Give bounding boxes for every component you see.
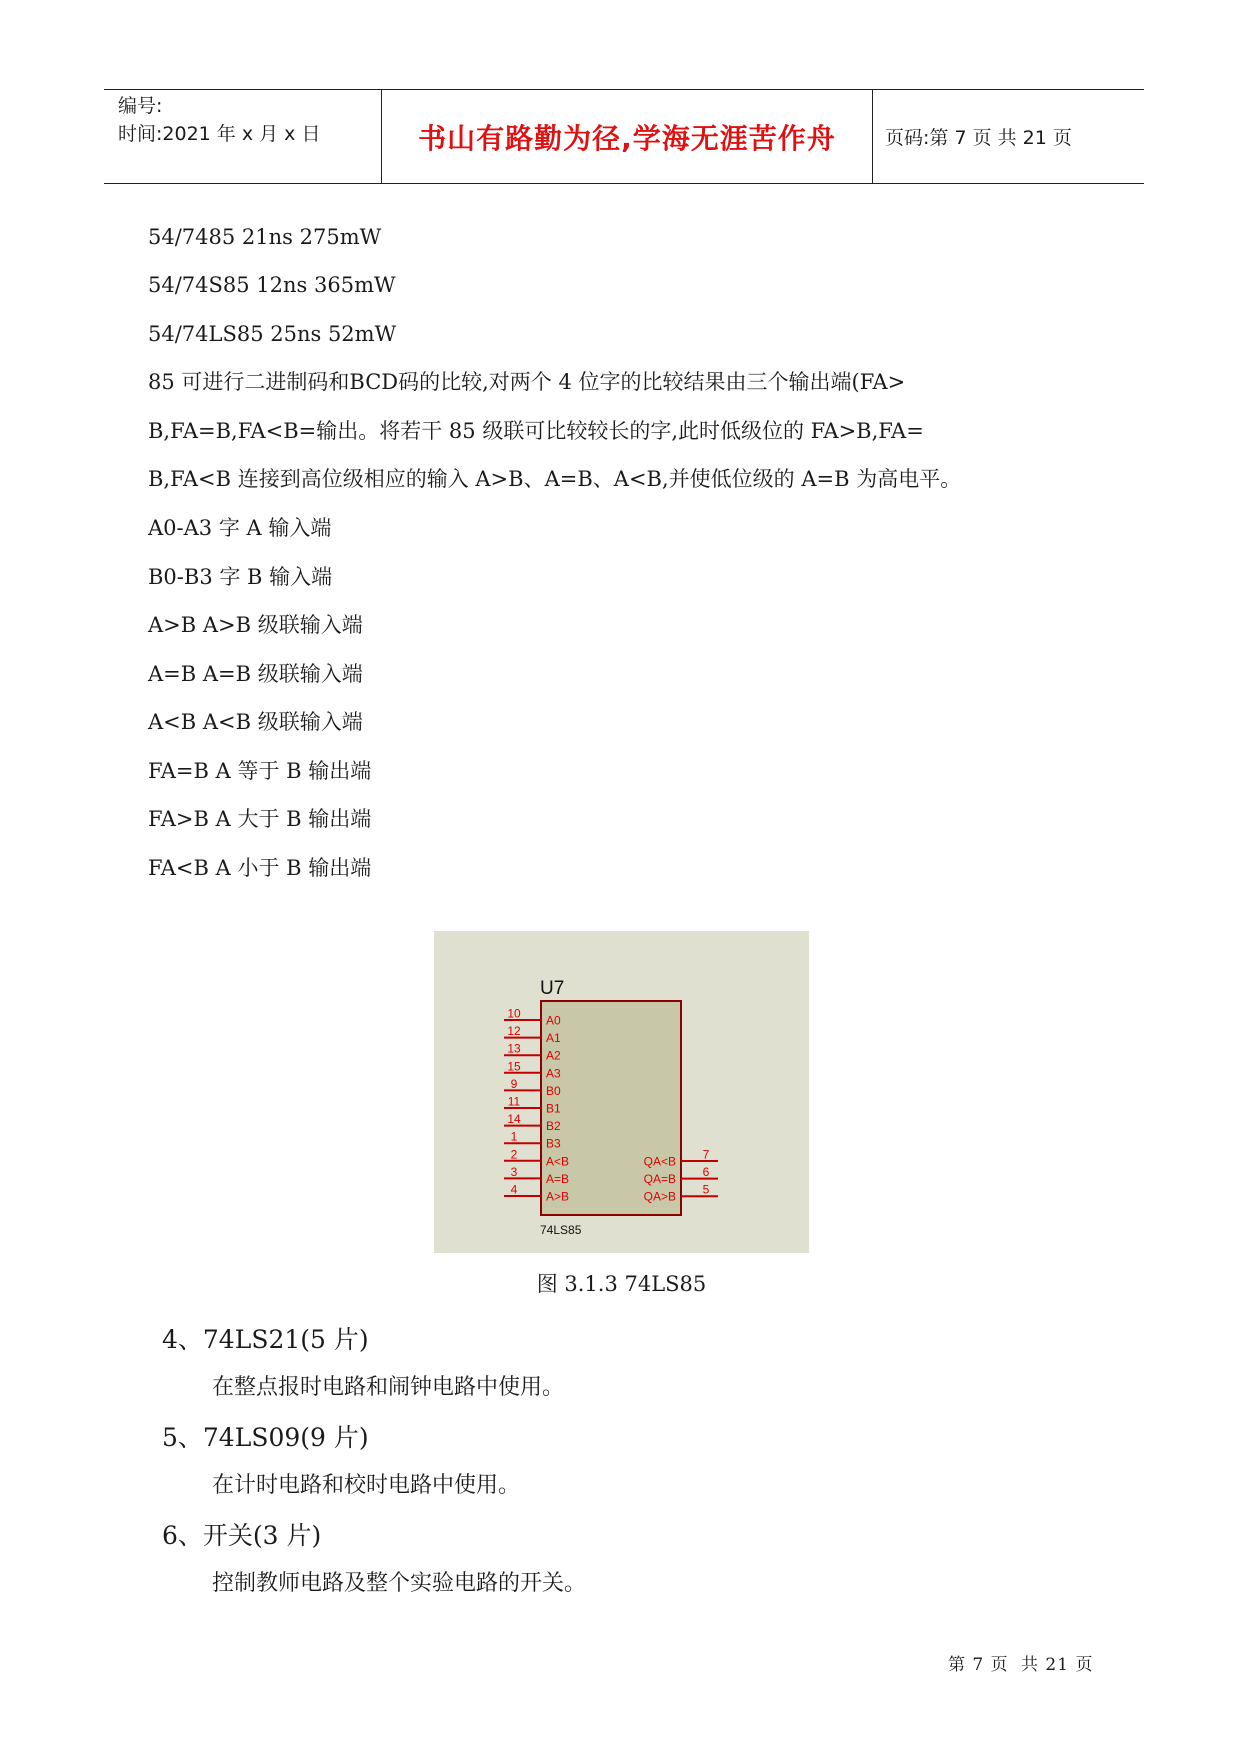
schematic-figure: [434, 931, 809, 1253]
page-footer: [948, 1650, 1099, 1675]
chip-ref-label: U7: [540, 978, 565, 999]
body-line: 54/7485 21ns 275mW: [148, 225, 382, 249]
doc-time-label: 时间:2021 年 x 月 x 日: [118, 123, 321, 145]
pin-number: 15: [507, 1059, 521, 1074]
body-line: FA<B A 小于 B 输出端: [148, 856, 372, 880]
pin-number: 4: [510, 1182, 518, 1197]
section-body: 在计时电路和校时电路中使用。: [212, 1473, 521, 1498]
doc-number-label: 编号:: [118, 95, 163, 117]
pin-name: A0: [546, 1013, 561, 1028]
pin-number: 3: [510, 1164, 518, 1179]
body-line: FA>B A 大于 B 输出端: [148, 807, 372, 831]
pin-name: A3: [546, 1066, 561, 1081]
pin-number: 6: [702, 1165, 710, 1180]
pin-name: A>B: [546, 1189, 570, 1204]
pin-number: 10: [507, 1006, 521, 1021]
body-line: B0-B3 字 B 输入端: [148, 565, 333, 589]
pin-number: 9: [510, 1076, 518, 1091]
section-body: 在整点报时电路和闹钟电路中使用。: [212, 1375, 565, 1400]
pin-name: QA=B: [643, 1172, 676, 1187]
header-meta: [104, 90, 382, 183]
body-line: A>B A>B 级联输入端: [148, 613, 363, 637]
header-total-label: 共 21 页: [997, 127, 1072, 149]
pin-name: QA<B: [643, 1154, 676, 1169]
footer-page: 第 7 页: [948, 1655, 1009, 1675]
pin-name: B0: [546, 1083, 561, 1098]
header-motto: 书山有路勤为径,学海无涯苦作舟: [382, 90, 873, 183]
body-line: B,FA<B 连接到高位级相应的输入 A>B、A=B、A<B,并使低位级的 A=B 为高电平。: [148, 467, 962, 491]
section-body: 控制教师电路及整个实验电路的开关。: [212, 1571, 587, 1596]
section-title: 4、74LS21(5 片): [162, 1325, 369, 1354]
body-line: FA=B A 等于 B 输出端: [148, 759, 372, 783]
pin-name: B1: [546, 1101, 561, 1116]
section-title: 6、开关(3 片): [162, 1521, 322, 1550]
pin-number: 12: [507, 1024, 521, 1039]
pin-name: A1: [546, 1031, 561, 1046]
header-page-info: [873, 90, 1144, 183]
pin-number: 1: [510, 1129, 518, 1144]
pin-number: 7: [702, 1147, 710, 1162]
pin-name: A<B: [546, 1154, 570, 1169]
pin-name: A2: [546, 1048, 561, 1063]
left-pins: [504, 1007, 569, 1204]
pin-number: 11: [507, 1094, 521, 1109]
pin-name: B2: [546, 1119, 561, 1134]
pin-name: QA>B: [643, 1189, 676, 1204]
body-line: B,FA=B,FA<B=输出。将若干 85 级联可比较较长的字,此时低级位的 FA>B,FA=: [148, 419, 924, 443]
chip-part-label: 74LS85: [540, 1223, 582, 1237]
pin-number: 14: [507, 1112, 521, 1127]
schematic-74ls85: [434, 931, 809, 1253]
pin-number: 2: [510, 1147, 518, 1162]
header-page-label: 页码:第 7 页: [885, 127, 992, 149]
body-line: A<B A<B 级联输入端: [148, 710, 363, 734]
body-line: 54/74LS85 25ns 52mW: [148, 322, 397, 346]
body-line: 54/74S85 12ns 365mW: [148, 273, 396, 297]
section-title: 5、74LS09(9 片): [162, 1423, 369, 1452]
body-line: A0-A3 字 A 输入端: [148, 516, 332, 540]
pin-name: A=B: [546, 1171, 570, 1186]
page-header: [104, 89, 1144, 184]
pin-name: B3: [546, 1136, 561, 1151]
footer-total: 共 21 页: [1021, 1655, 1094, 1675]
figure-caption: 图 3.1.3 74LS85: [536, 1272, 707, 1296]
body-line: A=B A=B 级联输入端: [148, 662, 363, 686]
pin-number: 5: [702, 1182, 710, 1197]
pin-number: 13: [507, 1041, 521, 1056]
body-line: 85 可进行二进制码和BCD码的比较,对两个 4 位字的比较结果由三个输出端(FA>: [148, 370, 906, 394]
